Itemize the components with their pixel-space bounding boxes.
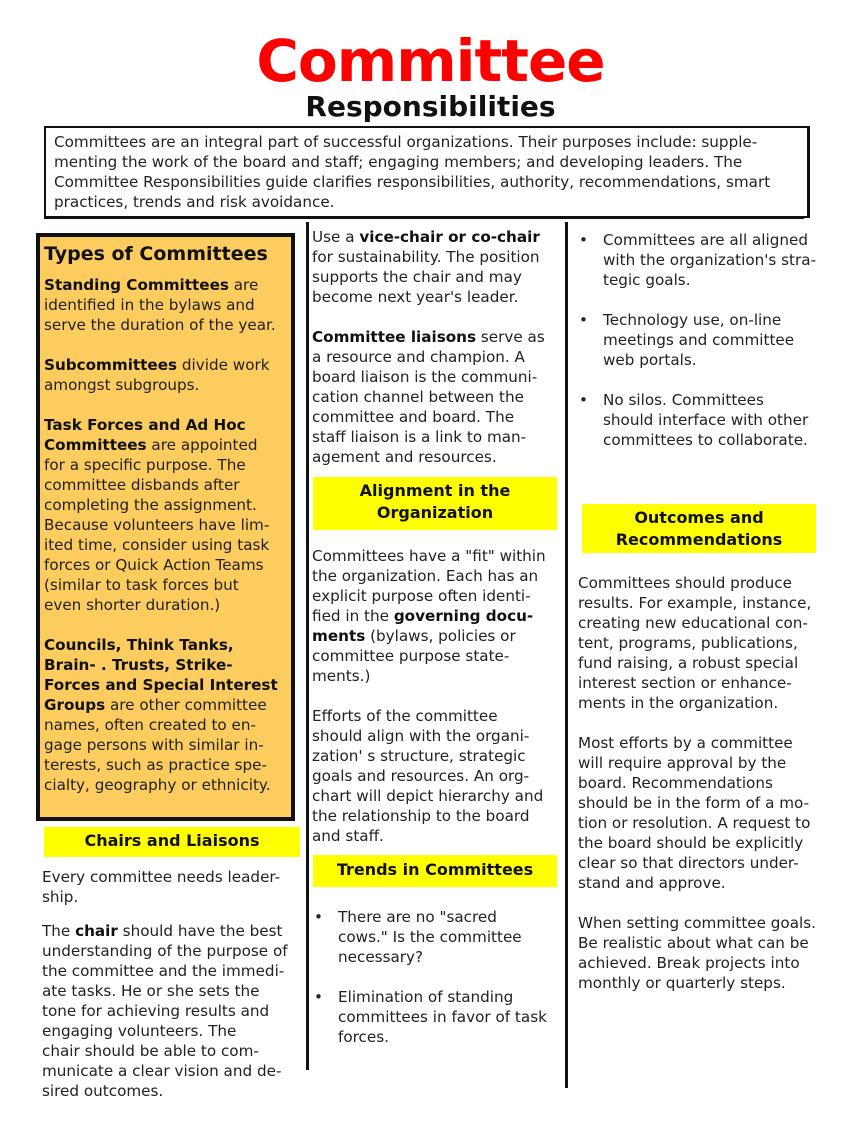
text-line: creating new educational con- — [578, 614, 808, 632]
types-of-committees-box — [36, 233, 295, 821]
text-line: Because volunteers have lim- — [44, 516, 270, 534]
text-line: even shorter duration.) — [44, 596, 221, 614]
text-line: amongst subgroups. — [44, 376, 200, 394]
text-line: There are no "sacred — [338, 908, 497, 926]
governing-documents-term: ments — [312, 627, 366, 645]
text-line: necessary? — [338, 948, 424, 966]
heading-line: Outcomes and — [634, 508, 764, 527]
text-line: board. Recommendations — [578, 774, 773, 792]
column-divider-right — [565, 222, 568, 1088]
text-line: Most efforts by a committee — [578, 734, 793, 752]
text-line: ited time, consider using task — [44, 536, 270, 554]
bullet-icon: • — [579, 231, 588, 249]
text-line: committee disbands after — [44, 476, 240, 494]
text-line: tion or resolution. A request to — [578, 814, 811, 832]
task-forces-term: Committees — [44, 436, 147, 454]
text-line: zation' s structure, strategic — [312, 747, 526, 765]
text-line: monthly or quarterly steps. — [578, 974, 786, 992]
text-line: cation channel between the — [312, 388, 524, 406]
text-line: municate a clear vision and de- — [42, 1062, 282, 1080]
text-line: for sustainability. The position — [312, 248, 540, 266]
alignment-heading — [313, 477, 557, 530]
chairs-section — [42, 867, 304, 1101]
right-bullets — [577, 230, 839, 470]
text-line: cialty, geography or ethnicity. — [44, 776, 271, 794]
text-line: tent, programs, publications, — [578, 634, 798, 652]
text-line: a resource and champion. A — [312, 348, 525, 366]
text-line: (bylaws, policies or — [365, 627, 516, 645]
text-line: When setting committee goals. — [578, 914, 816, 932]
list-item — [577, 230, 839, 290]
text-line: ate tasks. He or she sets the — [42, 982, 260, 1000]
heading-line: Alignment in the — [359, 481, 511, 500]
text-line: Elimination of standing — [338, 988, 514, 1006]
text-line: Committees are all aligned — [603, 231, 809, 249]
list-item — [312, 907, 562, 967]
text-line: the organization. Each has an — [312, 567, 539, 585]
outcomes-section — [578, 573, 840, 993]
page-title: Committee — [256, 27, 605, 95]
text-line: will require approval by the — [578, 754, 787, 772]
text-line: Technology use, on-line — [603, 311, 782, 329]
bullet-icon: • — [314, 988, 323, 1006]
text-line: (similar to task forces but — [44, 576, 239, 594]
text-line: sired outcomes. — [42, 1082, 164, 1100]
text-line: Use a — [312, 228, 360, 246]
text-line: explicit purpose often identi- — [312, 587, 531, 605]
text-line: engaging volunteers. The — [42, 1022, 237, 1040]
text-line: understanding of the purpose of — [42, 942, 288, 960]
text-line: committees in favor of task — [338, 1008, 547, 1026]
text-line: and staff. — [312, 827, 384, 845]
text-line: supports the chair and may — [312, 268, 522, 286]
text-line: chair should be able to com- — [42, 1042, 259, 1060]
text-line: the board should be explicitly — [578, 834, 804, 852]
text-line: the relationship to the board — [312, 807, 530, 825]
intro-line: practices, trends and risk avoidance. — [54, 193, 335, 211]
middle-column-top — [312, 227, 562, 467]
text-line: ship. — [42, 888, 79, 906]
list-item — [577, 390, 839, 450]
outcomes-heading — [582, 504, 816, 553]
councils-term: Councils, Think Tanks, — [44, 636, 234, 654]
text-line: clear so that directors under- — [578, 854, 799, 872]
types-heading: Types of Committees — [44, 243, 268, 265]
page-subtitle: Responsibilities — [305, 90, 556, 123]
text-line: Committees have a "fit" within — [312, 547, 546, 565]
text-line: ments in the organization. — [578, 694, 779, 712]
text-line: terests, such as practice spe- — [44, 756, 267, 774]
text-line: fied in the — [312, 607, 394, 625]
bullet-icon: • — [314, 908, 323, 926]
chairs-heading: Chairs and Liaisons — [44, 827, 300, 857]
text-line: achieved. Break projects into — [578, 954, 800, 972]
text-line: become next year's leader. — [312, 288, 519, 306]
text-line: divide work — [177, 356, 270, 374]
subcommittees-paragraph — [44, 355, 287, 395]
standing-committees-paragraph — [44, 275, 287, 335]
text-line: should be in the form of a mo- — [578, 794, 810, 812]
text-line: names, often created to en- — [44, 716, 256, 734]
text-line: for a specific purpose. The — [44, 456, 246, 474]
text-line: board liaison is the communi- — [312, 368, 538, 386]
text-line: should align with the organi- — [312, 727, 530, 745]
text-line: identified in the bylaws and — [44, 296, 255, 314]
intro-line: Committee Responsibilities guide clarifies responsibilities, authority, recommendations, smart — [54, 173, 771, 191]
councils-term: Groups — [44, 696, 106, 714]
text-line: gage persons with similar in- — [44, 736, 264, 754]
text-line: interest section or enhance- — [578, 674, 792, 692]
councils-term: Forces and Special Interest — [44, 676, 278, 694]
text-line: stand and approve. — [578, 874, 726, 892]
text-line: No silos. Committees — [603, 391, 764, 409]
text-line: meetings and committee — [603, 331, 795, 349]
text-line: Committees should produce — [578, 574, 792, 592]
intro-line: menting the work of the board and staff; engaging members; and developing leaders. The — [54, 153, 743, 171]
intro-line: Committees are an integral part of successful organizations. Their purposes include: supple- — [54, 133, 758, 151]
councils-term: Brain- . Trusts, Strike- — [44, 656, 233, 674]
text-line: are other committee — [105, 696, 267, 714]
text-line: committee and board. The — [312, 408, 515, 426]
task-forces-paragraph — [44, 415, 287, 615]
text-line: the committee and the immedi- — [42, 962, 285, 980]
text-line: agement and resources. — [312, 448, 497, 466]
subcommittees-term: Subcommittees — [44, 356, 178, 374]
text-line: goals and resources. An org- — [312, 767, 530, 785]
text-line: committee purpose state- — [312, 647, 510, 665]
text-line: results. For example, instance, — [578, 594, 812, 612]
column-divider-left — [306, 222, 309, 1070]
intro-divider — [44, 216, 804, 219]
list-item — [577, 310, 839, 370]
text-line: tone for achieving results and — [42, 1002, 270, 1020]
text-line: with the organization's stra- — [603, 251, 817, 269]
text-line: are — [228, 276, 259, 294]
heading-line: Recommendations — [615, 530, 783, 549]
text-line: The — [42, 922, 76, 940]
text-line: web portals. — [603, 351, 697, 369]
text-line: tegic goals. — [603, 271, 691, 289]
text-line: fund raising, a robust special — [578, 654, 799, 672]
vice-chair-term: vice-chair or co-chair — [359, 228, 540, 246]
text-line: Every committee needs leader- — [42, 868, 281, 886]
trends-list — [312, 907, 562, 1067]
list-item — [312, 987, 562, 1047]
governing-documents-term: governing docu- — [393, 607, 534, 625]
text-line: forces. — [338, 1028, 389, 1046]
text-line: should interface with other — [603, 411, 809, 429]
text-line: staff liaison is a link to man- — [312, 428, 527, 446]
councils-paragraph — [44, 635, 287, 795]
text-line: chart will depict hierarchy and — [312, 787, 544, 805]
committee-liaisons-term: Committee liaisons — [312, 328, 477, 346]
text-line: are appointed — [146, 436, 258, 454]
text-line: serve the duration of the year. — [44, 316, 276, 334]
text-line: Efforts of the committee — [312, 707, 498, 725]
text-line: completing the assignment. — [44, 496, 257, 514]
text-line: committees to collaborate. — [603, 431, 808, 449]
text-line: should have the best — [117, 922, 283, 940]
task-forces-term: Task Forces and Ad Hoc — [44, 416, 246, 434]
heading-line: Organization — [376, 503, 494, 522]
trends-heading: Trends in Committees — [313, 855, 557, 887]
text-line: Be realistic about what can be — [578, 934, 809, 952]
text-line: cows." Is the committee — [338, 928, 522, 946]
text-line: serve as — [476, 328, 545, 346]
bullet-icon: • — [579, 311, 588, 329]
text-line: forces or Quick Action Teams — [44, 556, 264, 574]
intro-box — [44, 126, 810, 218]
text-line: ments.) — [312, 667, 371, 685]
chair-term: chair — [75, 922, 118, 940]
alignment-section — [312, 546, 562, 846]
standing-committees-term: Standing Committees — [44, 276, 229, 294]
bullet-icon: • — [579, 391, 588, 409]
